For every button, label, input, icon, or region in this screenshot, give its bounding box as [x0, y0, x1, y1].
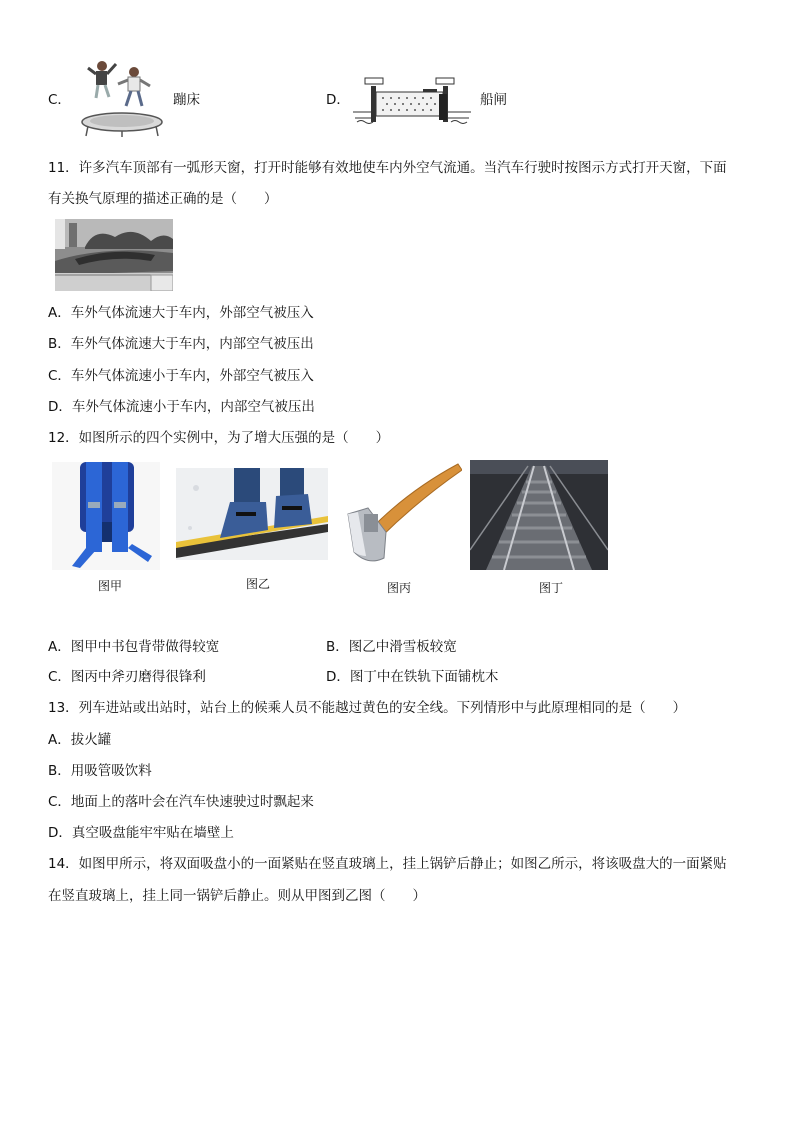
q12-option-d: D．图丁中在铁轨下面铺枕木 [326, 669, 499, 685]
q12-option-a: A．图甲中书包背带做得较宽 [48, 639, 220, 655]
q13-option-d: D．真空吸盘能牢牢贴在墙壁上 [48, 825, 234, 841]
q10-option-c-text: 蹦床 [173, 92, 200, 108]
ski-boots-image [176, 468, 328, 560]
q14-stem-line1: 14．如图甲所示，将双面吸盘小的一面紧贴在竖直玻璃上，挂上锅铲后静止；如图乙所示，将该吸盘大的一面紧贴 [48, 856, 727, 872]
q12-stem: 12．如图所示的四个实例中，为了增大压强的是（ ） [48, 430, 390, 446]
railway-track-image [470, 460, 608, 570]
axe-image [346, 462, 462, 566]
ship-lock-image [353, 72, 471, 130]
q13-option-c: C．地面上的落叶会在汽车快速驶过时飘起来 [48, 794, 314, 810]
car-sunroof-photo [55, 219, 173, 291]
caption-yi: 图乙 [245, 577, 270, 591]
caption-bing: 图丙 [386, 581, 411, 595]
q13-option-b: B．用吸管吸饮料 [48, 763, 152, 779]
q13-option-a: A．拔火罐 [48, 732, 112, 748]
q11-option-d: D．车外气体流速小于车内，内部空气被压出 [48, 399, 315, 415]
q14-stem-line2: 在竖直玻璃上，挂上同一锅铲后静止。则从甲图到乙图（ ） [48, 888, 426, 904]
trampoline-image [76, 56, 168, 138]
q12-option-b: B．图乙中滑雪板较宽 [326, 639, 457, 655]
q10-option-c-label: C． [48, 92, 71, 108]
q13-stem: 13．列车进站或出站时，站台上的候乘人员不能越过黄色的安全线。下列情形中与此原理相同的是（ ） [48, 700, 687, 716]
q11-stem-line1: 11．许多汽车顶部有一弧形天窗，打开时能够有效地使车内外空气流通。当汽车行驶时按图示方式打开天窗，下面 [48, 160, 727, 176]
q11-stem-line2: 有关换气原理的描述正确的是（ ） [48, 191, 278, 207]
q10-option-d-text: 船闸 [480, 92, 507, 108]
q11-option-c: C．车外气体流速小于车内，外部空气被压入 [48, 368, 314, 384]
caption-jia: 图甲 [97, 579, 122, 593]
q12-option-c: C．图丙中斧刃磨得很锋利 [48, 669, 206, 685]
q11-option-b: B．车外气体流速大于车内，内部空气被压出 [48, 336, 314, 352]
caption-ding: 图丁 [538, 581, 563, 595]
q11-option-a: A．车外气体流速大于车内，外部空气被压入 [48, 305, 314, 321]
q10-option-d-label: D． [326, 92, 350, 108]
backpack-image [52, 462, 160, 570]
